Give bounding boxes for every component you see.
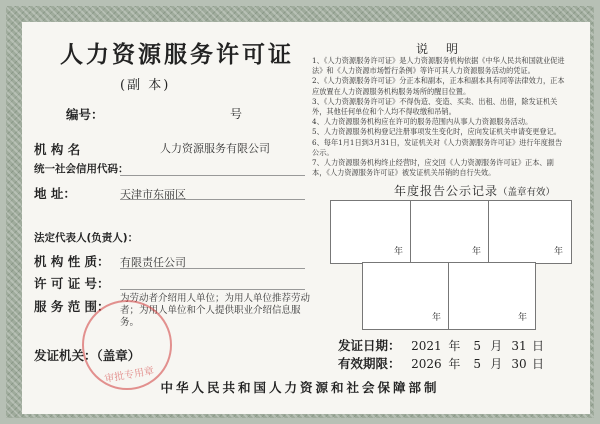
- document-title: 人力资源服务许可证: [60, 41, 294, 68]
- note-item: 5、人力资源服务机构登记注册事项发生变化时，应向发证机关申请变更登记。: [312, 127, 561, 137]
- issuer-label: 发证机关：（盖章）: [34, 348, 141, 363]
- valid-date-year: 2026: [411, 357, 442, 371]
- record-box: [448, 262, 536, 330]
- rule-org-type: [120, 268, 305, 269]
- field-label-scope: 服 务 范 围：: [34, 299, 110, 314]
- record-year-label: 年: [431, 313, 441, 323]
- number-label: 编号：: [66, 107, 104, 122]
- rule-license: [120, 289, 305, 290]
- record-year-label: 年: [517, 313, 527, 323]
- note-item: 2、《人力资源服务许可证》分正本和副本，正本和副本具有同等法律效力，正本应放置在人力资源服务机构服务场所的醒目位置。: [312, 76, 565, 96]
- rule-credit-code: [120, 175, 305, 176]
- record-box: [488, 200, 572, 264]
- note-item: 6、每年1月1日到3月31日，发证机关对《人力资源服务许可证》进行年度报告公示。: [312, 137, 563, 157]
- rule-address: [120, 199, 305, 200]
- note-item: 4、人力资源服务机构应在许可的服务范围内从事人力资源服务活动。: [312, 117, 533, 127]
- issuing-ministry-footer: 中华人民共和国人力资源和社会保障部制: [160, 380, 440, 395]
- field-value-org-type: 有限责任公司: [120, 256, 186, 269]
- valid-date-label: 有效期限：: [338, 356, 401, 371]
- field-label-legal-rep: 法定代表人(负责人)：: [34, 232, 139, 244]
- note-item: 7、人力资源服务机构终止经营时，应交回《人力资源服务许可证》正本、副本，《人力资源服务许可证》被发证机关吊销的自行失效。: [312, 158, 554, 178]
- valid-date-year-unit: 年: [448, 357, 461, 371]
- issue-date-month-unit: 月: [490, 339, 503, 353]
- document-subtitle: (副 本): [120, 78, 171, 93]
- valid-date-month: 5: [473, 357, 481, 371]
- field-label-org-type: 机 构 性 质：: [34, 254, 110, 269]
- issue-date-year: 2021: [411, 339, 442, 353]
- issue-date-day: 31: [511, 339, 527, 353]
- record-title: [394, 182, 555, 199]
- notes-title: 说明: [416, 42, 477, 56]
- field-value-name: 人力资源服务有限公司: [160, 142, 270, 155]
- record-year-label: 年: [553, 247, 563, 257]
- valid-date-day: 30: [511, 357, 527, 371]
- record-box: [330, 200, 412, 264]
- record-year-label: 年: [471, 247, 481, 257]
- record-year-label: 年: [393, 247, 403, 257]
- note-item: 1、《人力资源服务许可证》是人力资源服务机构依据《中华人民共和国就业促进法》和《人力资源市场暂行条例》等许可其人力资源服务活动的凭证。: [312, 56, 565, 76]
- field-label-license-no: 许 可 证 号：: [34, 276, 110, 291]
- note-item: 3、《人力资源服务许可证》不得伪造、变造、买卖、出租、出借，除发证机关外，其他任何单位和个人均不得收缴和吊销。: [312, 96, 558, 117]
- field-label-credit-code: 统一社会信用代码：: [34, 163, 129, 175]
- notes-list: [312, 56, 568, 178]
- valid-date-row: [338, 354, 544, 372]
- field-value-scope: 为劳动者介绍用人单位；为用人单位推荐劳动者；为用人单位和个人提供职业介绍信息服务。: [120, 293, 311, 328]
- issue-date-day-unit: 日: [532, 339, 545, 353]
- issue-date-month: 5: [473, 339, 481, 353]
- number-suffix: 号: [230, 107, 243, 121]
- field-label-address: 地 址：: [34, 186, 76, 201]
- valid-date-month-unit: 月: [490, 357, 503, 371]
- record-box: [410, 200, 490, 264]
- record-title-text: 年度报告公示记录: [394, 184, 499, 198]
- issue-date-year-unit: 年: [448, 339, 461, 353]
- official-seal-text: 审批专用章: [103, 365, 155, 386]
- record-title-note: （盖章有效）: [498, 187, 556, 198]
- record-box: [362, 262, 450, 330]
- valid-date-day-unit: 日: [532, 357, 545, 371]
- field-value-address: 天津市东丽区: [120, 188, 186, 201]
- field-label-name: 机 构 名: [34, 142, 81, 157]
- issue-date-label: 发证日期：: [338, 338, 401, 353]
- issue-date-row: [338, 336, 544, 354]
